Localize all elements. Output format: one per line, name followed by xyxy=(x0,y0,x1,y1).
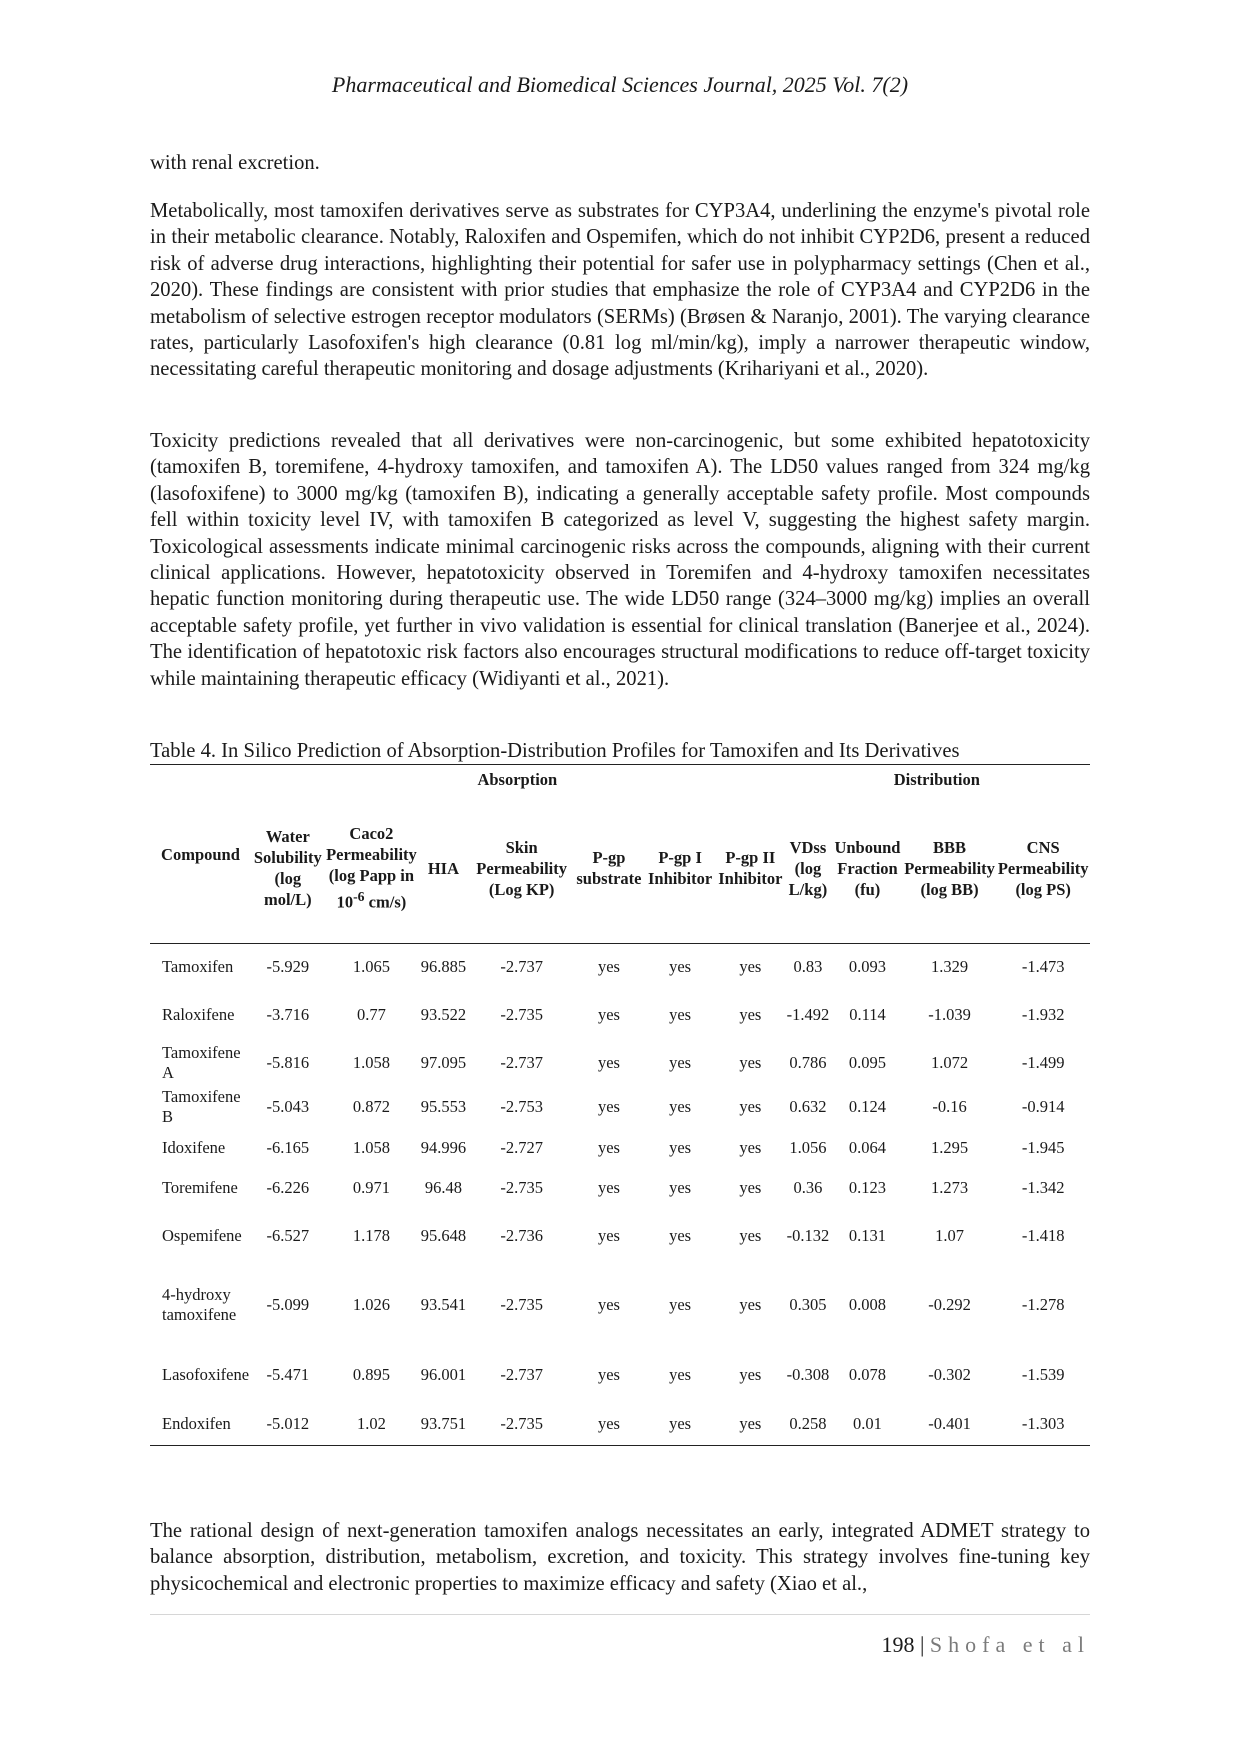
cell-compound: Ospemifene xyxy=(162,1225,242,1245)
col-pgp-substrate: P-gp substrate xyxy=(576,848,642,888)
table-cell: -2.735 xyxy=(500,1294,543,1314)
table-cell: yes xyxy=(739,1225,762,1245)
table-cell: yes xyxy=(739,1096,762,1116)
col-cns: CNS Permeability (log PS) xyxy=(997,837,1089,899)
table-cell: -1.945 xyxy=(1021,1137,1065,1157)
journal-header: Pharmaceutical and Biomedical Sciences Journal, 2025 Vol. 7(2) xyxy=(331,72,909,97)
table-row xyxy=(150,1346,1090,1404)
table-cell: -0.292 xyxy=(928,1294,971,1314)
table-cell: -2.737 xyxy=(500,956,543,976)
table-cell: 1.026 xyxy=(352,1294,390,1314)
cell-compound: 4-hydroxy tamoxifene xyxy=(162,1284,237,1324)
table-cell: 94.996 xyxy=(420,1137,467,1157)
table-cell: 93.751 xyxy=(420,1414,467,1434)
table-cell: yes xyxy=(597,1052,620,1072)
cell-compound: Lasofoxifene xyxy=(162,1364,250,1384)
table-cell: -0.914 xyxy=(1021,1096,1065,1116)
table-cell: 0.064 xyxy=(848,1137,887,1157)
table-cell: 93.522 xyxy=(420,1004,467,1024)
group-absorption: Absorption xyxy=(477,769,558,789)
table-cell: 1.058 xyxy=(352,1052,390,1072)
table-cell: 97.095 xyxy=(420,1052,467,1072)
table-cell: yes xyxy=(739,956,762,976)
table-caption: Table 4. In Silico Prediction of Absorption-Distribution Profiles for Tamoxifen and Its Derivatives xyxy=(150,740,960,762)
table-cell: 1.295 xyxy=(931,1137,969,1157)
col-compound: Compound xyxy=(161,844,240,864)
cell-compound: Tamoxifene B xyxy=(162,1086,241,1126)
table-cell: yes xyxy=(739,1294,762,1314)
admet-table xyxy=(150,764,1090,1446)
table-cell: 0.01 xyxy=(853,1414,882,1434)
table-cell: -0.308 xyxy=(786,1364,830,1384)
cell-compound: Idoxifene xyxy=(162,1137,226,1157)
table-cell: yes xyxy=(597,1096,620,1116)
table-cell: 0.305 xyxy=(789,1294,827,1314)
table-row xyxy=(150,1264,1090,1346)
table-cell: yes xyxy=(669,1177,692,1197)
table-cell: -0.302 xyxy=(928,1364,971,1384)
table-cell: 96.885 xyxy=(420,956,467,976)
paragraph-design: The rational design of next-generation tamoxifen analogs necessitates an early, integrated ADMET strategy to balance absorption, distribution, metabolism, excretion, and toxicity. This strategy involves fine-tuning key physicochemical and electronic properties to maximize efficacy and safety (Xiao et al., xyxy=(150,1520,1090,1595)
table-cell: -5.929 xyxy=(266,956,310,976)
table-cell: yes xyxy=(739,1004,762,1024)
table-cell: 96.001 xyxy=(420,1364,467,1384)
cell-compound: Tamoxifen xyxy=(162,956,234,976)
table-cell: 1.02 xyxy=(356,1414,386,1434)
cell-compound: Toremifene xyxy=(162,1177,238,1197)
table-row xyxy=(150,1086,1090,1128)
table-cell: yes xyxy=(669,956,692,976)
col-vdss: VDss (log L/kg) xyxy=(788,837,828,899)
col-skin: Skin Permeability (Log KP) xyxy=(476,837,567,899)
table-cell: yes xyxy=(669,1414,692,1434)
table-cell: 1.178 xyxy=(352,1225,390,1245)
table-cell: -6.226 xyxy=(266,1177,310,1197)
table-cell: yes xyxy=(597,1364,620,1384)
col-bbb: BBB Permeability (log BB) xyxy=(904,837,995,899)
table-cell: 1.07 xyxy=(935,1225,964,1245)
table-cell: -1.303 xyxy=(1021,1414,1065,1434)
table-cell: 0.83 xyxy=(793,956,823,976)
table-cell: 1.072 xyxy=(931,1052,969,1072)
table-cell: -1.039 xyxy=(928,1004,971,1024)
col-water-solubility: Water Solubility (log mol/L) xyxy=(253,827,322,909)
table-cell: yes xyxy=(597,956,620,976)
table-cell: -1.492 xyxy=(786,1004,830,1024)
col-pgp1-inhibitor: P-gp I Inhibitor xyxy=(647,848,713,888)
table-cell: -5.012 xyxy=(266,1414,310,1434)
table-cell: -2.736 xyxy=(500,1225,543,1245)
table-cell: yes xyxy=(669,1052,692,1072)
table-cell: yes xyxy=(739,1414,762,1434)
table-cell: -2.753 xyxy=(500,1096,543,1116)
table-cell: 1.329 xyxy=(931,956,969,976)
table-body xyxy=(150,944,1090,1446)
table-group-header-row xyxy=(150,765,1090,794)
table-cell: -1.539 xyxy=(1021,1364,1065,1384)
table-cell: -5.043 xyxy=(266,1096,310,1116)
table-cell: -2.737 xyxy=(500,1052,543,1072)
paragraph-metabolism: Metabolically, most tamoxifen derivatives serve as substrates for CYP3A4, underlining the enzyme's pivotal role in their metabolic clearance. Notably, Raloxifen and Ospemifen, which do not inhibit CYP2D6, present a reduced risk of adverse drug interactions, highlighting their potential for safer use in polypharmacy settings (Chen et al., 2020). These findings are consistent with prior studies that emphasize the role of CYP3A4 and CYP2D6 in the metabolism of selective estrogen receptor modulators (SERMs) (Brøsen & Naranjo, 2001). The varying clearance rates, particularly Lasofoxifen's high clearance (0.81 log ml/min/kg), imply a narrower therapeutic window, necessitating careful therapeutic monitoring and dosage adjustments (Krihariyani et al., 2020). xyxy=(150,200,1090,381)
table-cell: -6.165 xyxy=(266,1137,310,1157)
table-cell: 93.541 xyxy=(420,1294,467,1314)
table-row xyxy=(150,1208,1090,1264)
table-row xyxy=(150,990,1090,1040)
table-cell: 96.48 xyxy=(424,1177,462,1197)
table-cell: -2.727 xyxy=(500,1137,543,1157)
table-cell: 0.131 xyxy=(848,1225,887,1245)
table-cell: 1.058 xyxy=(352,1137,390,1157)
table-row xyxy=(150,944,1090,990)
footer-authors: Shofa et al xyxy=(929,1632,1090,1657)
page-footer xyxy=(882,1632,1091,1658)
table-cell: yes xyxy=(669,1137,692,1157)
cell-compound: Tamoxifene A xyxy=(162,1042,241,1082)
table-cell: -5.471 xyxy=(266,1364,310,1384)
table-cell: 0.093 xyxy=(848,956,887,976)
table-cell: 0.895 xyxy=(352,1364,390,1384)
table-cell: yes xyxy=(669,1364,692,1384)
table-cell: 1.065 xyxy=(352,956,390,976)
table-cell: 95.553 xyxy=(420,1096,467,1116)
table-cell: 1.273 xyxy=(931,1177,969,1197)
table-cell: yes xyxy=(739,1137,762,1157)
table-cell: -1.932 xyxy=(1021,1004,1065,1024)
table-row xyxy=(150,1168,1090,1208)
table-cell: yes xyxy=(597,1294,620,1314)
table-cell: yes xyxy=(739,1364,762,1384)
table-cell: 0.632 xyxy=(789,1096,827,1116)
page-number: 198 xyxy=(881,1632,915,1657)
col-pgp2-inhibitor: P-gp II Inhibitor xyxy=(718,848,783,888)
table-cell: yes xyxy=(669,1225,692,1245)
col-caco2-unit: cm/s) xyxy=(364,892,407,912)
table-cell: -5.099 xyxy=(266,1294,310,1314)
table-cell: -2.735 xyxy=(500,1004,543,1024)
group-distribution: Distribution xyxy=(893,769,980,789)
table-cell: 0.095 xyxy=(848,1052,887,1072)
table-cell: -0.401 xyxy=(928,1414,971,1434)
table-cell: yes xyxy=(597,1225,620,1245)
table-cell: 95.648 xyxy=(420,1225,467,1245)
table-cell: -3.716 xyxy=(266,1004,310,1024)
table-cell: 0.971 xyxy=(352,1177,390,1197)
table-cell: 1.056 xyxy=(789,1137,827,1157)
table-cell: -2.737 xyxy=(500,1364,543,1384)
table-cell: yes xyxy=(597,1177,620,1197)
table-cell: -1.418 xyxy=(1021,1225,1065,1245)
table-cell: 0.258 xyxy=(789,1414,827,1434)
table-cell: yes xyxy=(597,1414,620,1434)
table-cell: yes xyxy=(669,1004,692,1024)
table-cell: -1.499 xyxy=(1021,1052,1065,1072)
table-row xyxy=(150,1040,1090,1086)
table-cell: yes xyxy=(739,1177,762,1197)
col-caco2 xyxy=(325,793,419,944)
table-cell: yes xyxy=(669,1294,692,1314)
table-cell: yes xyxy=(739,1052,762,1072)
table-cell: yes xyxy=(669,1096,692,1116)
table-row xyxy=(150,1404,1090,1446)
table-cell: 0.36 xyxy=(793,1177,823,1197)
col-hia: HIA xyxy=(427,858,460,878)
paragraph-toxicity: Toxicity predictions revealed that all derivatives were non-carcinogenic, but some exhibited hepatotoxicity (tamoxifen B, toremifene, 4-hydroxy tamoxifen, and tamoxifen A). The LD50 values ranged from 324 mg/kg (lasofoxifene) to 3000 mg/kg (tamoxifen B), indicating a generally acceptable safety profile. Most compounds fell within toxicity level IV, with tamoxifen B categorized as level V, suggesting the highest safety margin. Toxicological assessments indicate minimal carcinogenic risks across the compounds, aligning with their current clinical applications. However, hepatotoxicity observed in Toremifen and 4-hydroxy tamoxifen necessitates hepatic function monitoring during therapeutic use. The wide LD50 range (324–3000 mg/kg) implies an overall acceptable safety profile, yet further in vivo validation is essential for clinical translation (Banerjee et al., 2024). The identification of hepatotoxic risk factors also encourages structural modifications to reduce off-target toxicity while maintaining therapeutic efficacy (Widiyanti et al., 2021). xyxy=(150,430,1090,690)
table-cell: 0.008 xyxy=(848,1294,887,1314)
table-cell: 0.123 xyxy=(848,1177,887,1197)
table-cell: -2.735 xyxy=(500,1177,543,1197)
table-cell: -0.132 xyxy=(786,1225,830,1245)
paragraph-intro-tail: with renal excretion. xyxy=(150,152,320,174)
table-cell: 0.77 xyxy=(356,1004,386,1024)
table-cell: yes xyxy=(597,1004,620,1024)
col-caco2-exponent: -6 xyxy=(353,889,365,905)
table-cell: -0.16 xyxy=(932,1096,967,1116)
table-cell: -1.342 xyxy=(1021,1177,1065,1197)
col-unbound-fraction: Unbound Fraction (fu) xyxy=(834,837,901,899)
table-cell: 0.872 xyxy=(352,1096,390,1116)
table-cell: -1.278 xyxy=(1021,1294,1065,1314)
table-cell: -1.473 xyxy=(1021,956,1065,976)
table-cell: -5.816 xyxy=(266,1052,310,1072)
table-row xyxy=(150,1128,1090,1168)
table-cell: -6.527 xyxy=(266,1225,310,1245)
table-cell: 0.078 xyxy=(848,1364,887,1384)
table-cell: yes xyxy=(597,1137,620,1157)
cell-compound: Endoxifen xyxy=(162,1414,231,1434)
table-cell: 0.124 xyxy=(848,1096,887,1116)
table-cell: 0.786 xyxy=(789,1052,827,1072)
col-caco2-label: Caco2 Permeability (log Papp in 10 xyxy=(326,824,417,912)
footer-separator: | xyxy=(914,1632,930,1657)
table-cell: -2.735 xyxy=(500,1414,543,1434)
table-column-header-row xyxy=(150,793,1090,944)
cell-compound: Raloxifene xyxy=(162,1004,235,1024)
footer-divider xyxy=(150,1614,1090,1615)
table-cell: 0.114 xyxy=(849,1004,886,1024)
